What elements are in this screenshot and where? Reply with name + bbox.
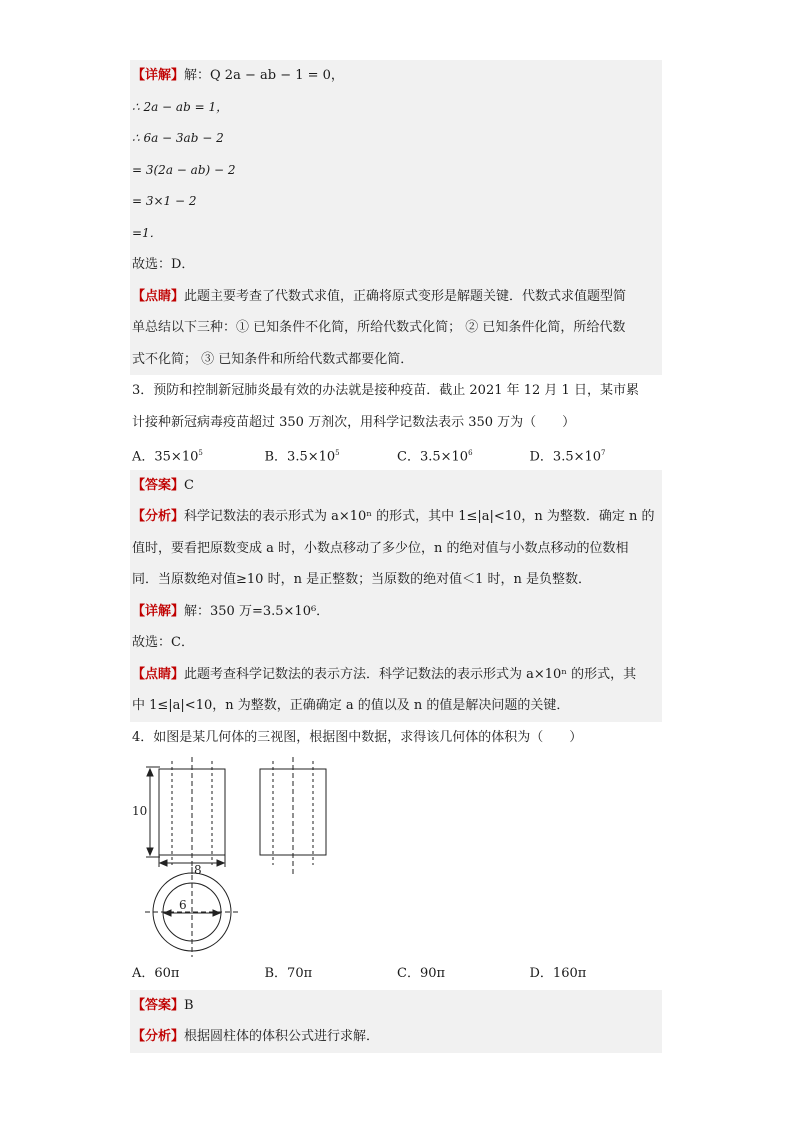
inner-diameter-label: 6: [179, 898, 187, 912]
q4-option-c: C．90π: [397, 966, 446, 981]
q3-option-b: B．$3.5\times 10^5$: [264, 449, 340, 465]
q4-answer: 【答案】B: [130, 990, 662, 1022]
q3-options: [130, 438, 662, 470]
q3-choose: 故选：C．: [130, 627, 662, 659]
step-line-6: =1．: [130, 218, 662, 250]
q4-option-a: A．60π: [132, 966, 180, 981]
q3-comment-1: 【点睛】此题考查科学记数法的表示方法．科学记数法的表示形式为 a×10ⁿ 的形式，其: [130, 659, 662, 691]
q3-answer: 【答案】C: [130, 470, 662, 502]
step-line-3: ∴ 6a − 3ab − 2: [130, 123, 662, 155]
q3-option-a: A．$35\times 10^5$: [132, 449, 203, 465]
q3-analysis-2: 值时，要看把原数变成 a 时，小数点移动了多少位，n 的绝对值与小数点移动的位数相: [130, 533, 662, 565]
q4-option-b: B．70π: [264, 966, 313, 981]
q4-option-d: D．160π: [529, 966, 587, 981]
q3-line-2: 计接种新冠病毒疫苗超过 350 万剂次，用科学记数法表示 350 万为（ ）: [132, 414, 576, 430]
q3-comment-2: 中 1≤|a|<10，n 为整数，正确确定 a 的值以及 n 的值是解决问题的关键．: [130, 690, 662, 722]
q3-analysis-3: 同．当原数绝对值≥10 时，n 是正整数；当原数的绝对值＜1 时，n 是负整数．: [130, 564, 662, 596]
q3-detail: 【详解】解：350 万=3.5×10⁶．: [130, 596, 662, 628]
three-view-drawing: [130, 757, 662, 957]
q3-option-d: D．$3.5\times 10^7$: [529, 449, 606, 465]
choose-line: 故选：D．: [130, 249, 662, 281]
document-page: [130, 60, 662, 1053]
height-label: 10: [132, 804, 148, 818]
comment-tag: 【点睛】: [132, 288, 185, 304]
q3-analysis-1: 【分析】科学记数法的表示形式为 a×10ⁿ 的形式，其中 1≤|a|<10，n 为整数．确定 n 的: [130, 501, 662, 533]
q3-option-c: C．$3.5\times 10^6$: [397, 449, 473, 465]
q4-line-1: 4．如图是某几何体的三视图，根据图中数据，求得该几何体的体积为（ ）: [132, 729, 583, 745]
comment-line-3: 式不化简； ③ 已知条件和所给代数式都要化简．: [130, 344, 662, 376]
outer-diameter-label: 8: [194, 863, 202, 877]
q4-options: [130, 958, 662, 990]
three-view-figure: [130, 753, 662, 958]
q4-analysis: 【分析】根据圆柱体的体积公式进行求解．: [130, 1021, 662, 1053]
comment-line-1: 【点睛】此题主要考查了代数式求值，正确将原式变形是解题关键．代数式求值题型简: [130, 281, 662, 313]
step-line-2: ∴ 2a − ab = 1，: [130, 92, 662, 124]
detail-tag: 【详解】: [132, 68, 185, 83]
detail-line-1: [130, 60, 662, 92]
q3-line-1: 3．预防和控制新冠肺炎最有效的办法就是接种疫苗．截止 2021 年 12 月 1 日，某市累: [132, 383, 639, 398]
step-line-5: = 3×1 − 2: [130, 186, 662, 218]
step-line-4: = 3(2a − ab) − 2: [130, 155, 662, 187]
detail-text: 解：Q 2a − ab − 1 = 0，: [184, 68, 344, 83]
comment-line-2: 单总结以下三种：① 已知条件不化简，所给代数式化简； ② 已知条件化简，所给代数: [130, 312, 662, 344]
